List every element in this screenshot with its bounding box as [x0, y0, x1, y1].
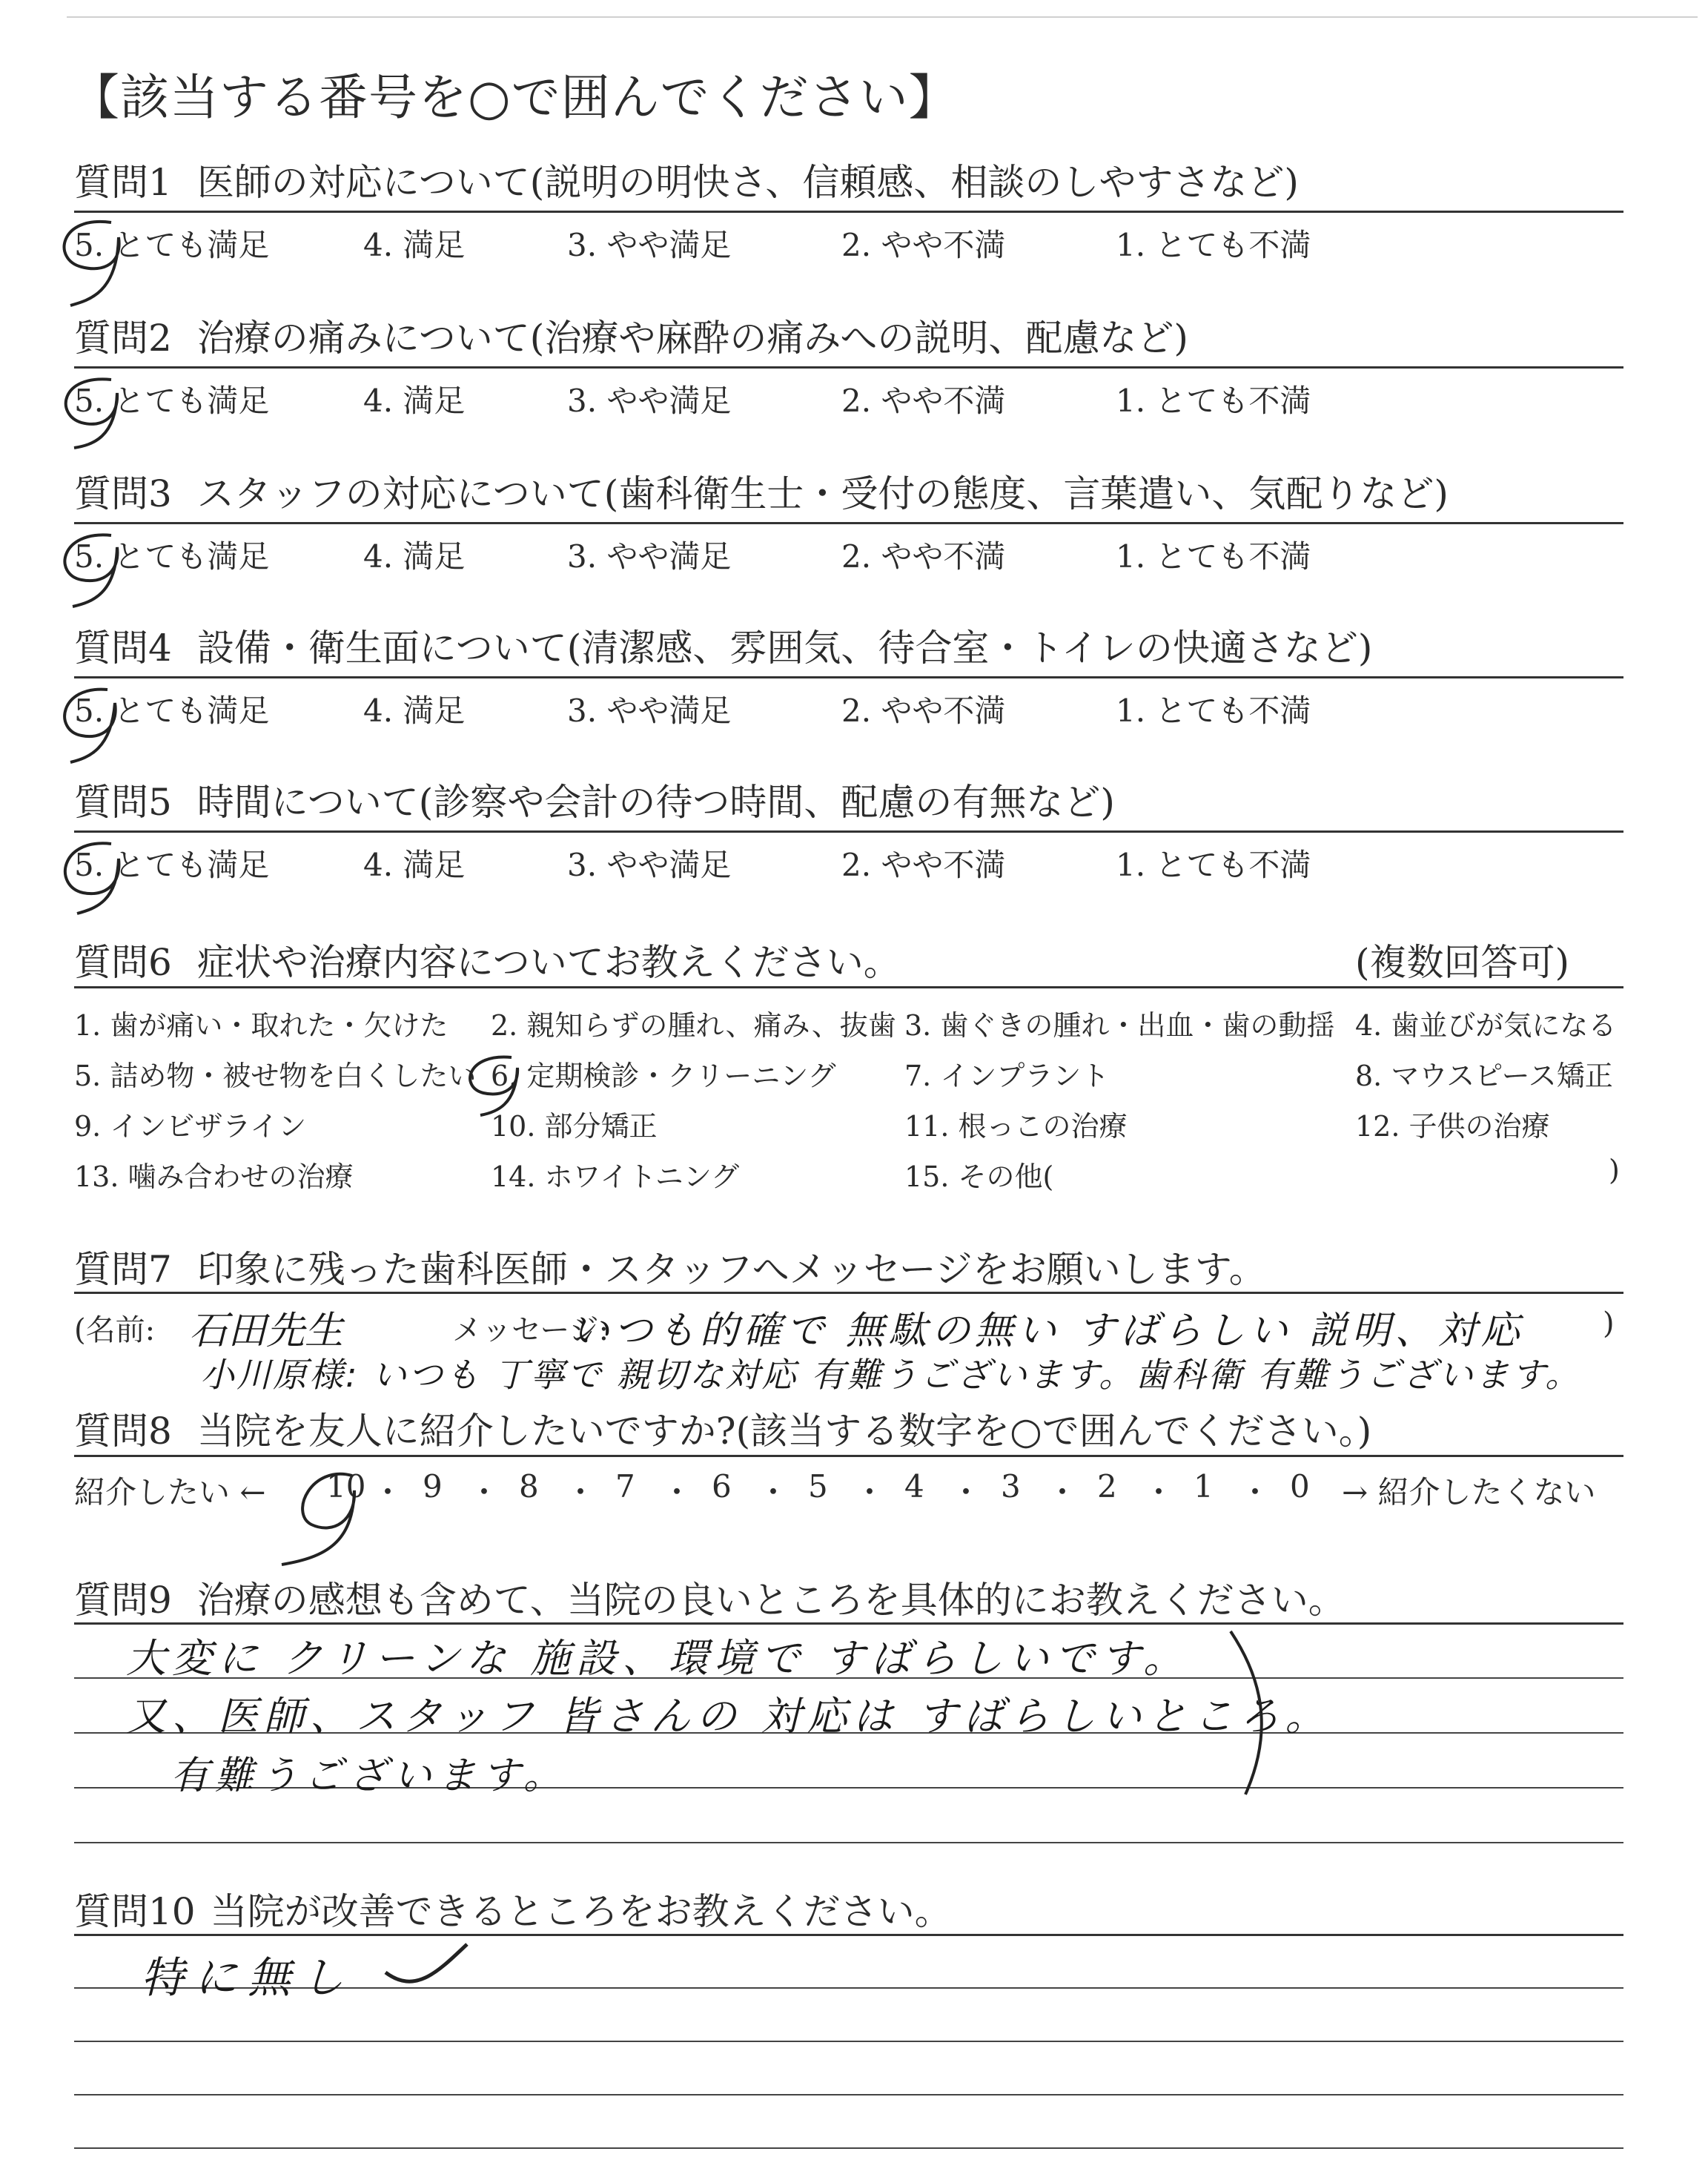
q10-text: 当院が改善できるところをお教えください。: [210, 1890, 952, 1933]
q6-option-14[interactable]: 14. ホワイトニング: [491, 1160, 740, 1193]
q10-line: [74, 2094, 1623, 2095]
q7-heading: [74, 1240, 1266, 1293]
q3-text: スタッフの対応について(歯科衛生士・受付の態度、言葉遣い、気配りなど): [196, 472, 1449, 515]
q6-option-9[interactable]: 9. インビザライン: [74, 1110, 307, 1143]
q1-option-3[interactable]: 3. やや満足: [567, 227, 732, 263]
q1-option-2[interactable]: 2. やや不満: [841, 227, 1006, 263]
q7-hand-line2: 小川原様: いつも 丁寧で 親切な対応 有難うございます。歯科衛 有難うございます。: [200, 1355, 1582, 1395]
q8-separator: ・: [469, 1474, 500, 1510]
q6-note: (複数回答可): [1355, 941, 1570, 984]
q4-option-1[interactable]: 1. とても不満: [1116, 693, 1311, 729]
q6-option-3[interactable]: 3. 歯ぐきの腫れ・出血・歯の動揺: [904, 1009, 1335, 1042]
q10-heading: [74, 1882, 952, 1935]
q8-label: 質問8: [74, 1410, 172, 1453]
q8-score-9[interactable]: 9: [423, 1468, 443, 1505]
q9-rule: [74, 1622, 1623, 1625]
q10-rule: [74, 1934, 1623, 1936]
q6-label: 質問6: [74, 941, 172, 984]
top-border: [67, 16, 1698, 18]
q8-separator: ・: [1143, 1474, 1175, 1510]
q3-option-3[interactable]: 3. やや満足: [567, 538, 732, 575]
q8-separator: ・: [758, 1474, 790, 1510]
q6-heading: [74, 933, 901, 986]
q6-option-12[interactable]: 12. 子供の治療: [1355, 1110, 1550, 1143]
q6-rule: [74, 986, 1623, 988]
q7-message-label: メッセージ:: [452, 1313, 609, 1347]
q6-option-13[interactable]: 13. 噛み合わせの治療: [74, 1160, 354, 1193]
q1-heading: [74, 153, 1299, 206]
q8-score-1[interactable]: 1: [1194, 1468, 1214, 1505]
q8-left-label: 紹介したい ←: [74, 1474, 266, 1510]
q8-score-8[interactable]: 8: [519, 1468, 539, 1505]
q3-heading: [74, 464, 1449, 518]
q2-option-3[interactable]: 3. やや満足: [567, 383, 732, 419]
q9-line: [74, 1842, 1623, 1843]
q1-option-4[interactable]: 4. 満足: [363, 227, 466, 263]
q8-score-7[interactable]: 7: [615, 1468, 635, 1505]
q6-option-6[interactable]: 6. 定期検診・クリーニング: [491, 1060, 836, 1092]
q6-option-15[interactable]: 15. その他(: [904, 1160, 1054, 1193]
q7-hand-name: 石田先生: [189, 1309, 344, 1353]
q4-option-5[interactable]: 5. とても満足: [74, 693, 270, 729]
q1-text: 医師の対応について(説明の明快さ、信頼感、相談のしやすさなど): [196, 161, 1299, 204]
q2-option-5[interactable]: 5. とても満足: [74, 383, 270, 419]
q8-separator: ・: [1047, 1474, 1079, 1510]
q2-label: 質問2: [74, 317, 172, 360]
q6-option-1[interactable]: 1. 歯が痛い・取れた・欠けた: [74, 1009, 448, 1042]
q1-label: 質問1: [74, 161, 172, 204]
q8-score-4[interactable]: 4: [904, 1468, 924, 1505]
q8-separator: ・: [950, 1474, 982, 1510]
q7-text: 印象に残った歯科医師・スタッフへメッセージをお願いします。: [196, 1248, 1266, 1291]
q3-option-4[interactable]: 4. 満足: [363, 538, 466, 575]
q10-label: 質問10: [74, 1890, 196, 1933]
q7-hand-message: いつも的確で 無駄の無い すばらしい 説明、対応: [571, 1309, 1524, 1353]
q6-option-5[interactable]: 5. 詰め物・被せ物を白くしたい: [74, 1060, 477, 1092]
q3-option-1[interactable]: 1. とても不満: [1116, 538, 1311, 575]
q6-option-8[interactable]: 8. マウスピース矯正: [1355, 1060, 1613, 1092]
q3-rule: [74, 522, 1623, 524]
q3-label: 質問3: [74, 472, 172, 515]
q8-score-5[interactable]: 5: [808, 1468, 828, 1505]
q10-line: [74, 2041, 1623, 2042]
q5-option-3[interactable]: 3. やや満足: [567, 847, 732, 883]
q8-score-3[interactable]: 3: [1001, 1468, 1021, 1505]
q8-score-2[interactable]: 2: [1097, 1468, 1117, 1505]
q3-option-2[interactable]: 2. やや不満: [841, 538, 1006, 575]
q6-option-4[interactable]: 4. 歯並びが気になる: [1355, 1009, 1617, 1042]
q7-name-label: (名前:: [74, 1313, 156, 1347]
q6-text: 症状や治療内容についてお教えください。: [196, 941, 901, 984]
q7-label: 質問7: [74, 1248, 172, 1291]
q7-close-paren: ): [1603, 1307, 1615, 1341]
q5-option-4[interactable]: 4. 満足: [363, 847, 466, 883]
q4-heading: [74, 618, 1372, 672]
q8-score-0[interactable]: 0: [1290, 1468, 1310, 1505]
q8-separator: ・: [565, 1474, 597, 1510]
q6-other-close-paren: ): [1609, 1154, 1620, 1186]
q5-rule: [74, 830, 1623, 833]
q8-right-label: → 紹介したくない: [1342, 1474, 1596, 1510]
q4-option-3[interactable]: 3. やや満足: [567, 693, 732, 729]
q5-heading: [74, 773, 1115, 826]
q8-rule: [74, 1455, 1623, 1457]
q6-option-11[interactable]: 11. 根っこの治療: [904, 1110, 1128, 1143]
q2-option-4[interactable]: 4. 満足: [363, 383, 466, 419]
q10-line: [74, 2147, 1623, 2149]
q8-separator: ・: [372, 1474, 404, 1510]
q5-text: 時間について(診察や会計の待つ時間、配慮の有無など): [196, 781, 1115, 824]
q10-check-mark: [385, 1944, 467, 1981]
q9-hand-line-1: 大変に クリーンな 施設、環境で すばらしいです。: [126, 1635, 1190, 1682]
q1-rule: [74, 211, 1623, 213]
q9-label: 質問9: [74, 1579, 172, 1622]
q2-option-2[interactable]: 2. やや不満: [841, 383, 1006, 419]
q8-score-6[interactable]: 6: [712, 1468, 732, 1505]
q8-separator: ・: [1239, 1474, 1271, 1510]
q7-rule: [74, 1292, 1623, 1294]
q8-separator: ・: [661, 1474, 693, 1510]
q6-option-10[interactable]: 10. 部分矯正: [491, 1110, 658, 1143]
q4-text: 設備・衛生面について(清潔感、雰囲気、待合室・トイレの快適さなど): [196, 627, 1373, 670]
q9-heading: [74, 1571, 1345, 1624]
q4-option-2[interactable]: 2. やや不満: [841, 693, 1006, 729]
q3-option-5[interactable]: 5. とても満足: [74, 538, 270, 575]
q1-option-1[interactable]: 1. とても不満: [1116, 227, 1311, 263]
q4-label: 質問4: [74, 627, 172, 670]
q5-option-5[interactable]: 5. とても満足: [74, 847, 270, 883]
q6-option-7[interactable]: 7. インプラント: [904, 1060, 1110, 1092]
q5-label: 質問5: [74, 781, 172, 824]
q2-text: 治療の痛みについて(治療や麻酔の痛みへの説明、配慮など): [196, 317, 1188, 360]
q2-rule: [74, 366, 1623, 369]
q4-rule: [74, 676, 1623, 678]
q9-text: 治療の感想も含めて、当院の良いところを具体的にお教えください。: [196, 1579, 1345, 1622]
q2-option-1[interactable]: 1. とても不満: [1116, 383, 1311, 419]
q9-hand-line-3: 有難うございます。: [171, 1754, 568, 1798]
q10-hand-line-1: 特に無し: [141, 1952, 355, 2003]
q6-option-2[interactable]: 2. 親知らずの腫れ、痛み、抜歯: [491, 1009, 896, 1042]
q8-heading: [74, 1401, 1371, 1455]
q8-score-10[interactable]: 10: [326, 1468, 366, 1505]
q9-hand-line-2: 又、医師、スタッフ 皆さんの 対応は すばらしいところ。: [126, 1693, 1331, 1740]
q4-option-4[interactable]: 4. 満足: [363, 693, 466, 729]
q8-text: 当院を友人に紹介したいですか?(該当する数字を○で囲んでください。): [196, 1410, 1372, 1453]
q1-option-5[interactable]: 5. とても満足: [74, 227, 270, 263]
q5-option-1[interactable]: 1. とても不満: [1116, 847, 1311, 883]
q8-separator: ・: [854, 1474, 886, 1510]
q2-heading: [74, 308, 1188, 362]
page-title: 【該当する番号を○で囲んでください】: [70, 69, 959, 126]
q5-option-2[interactable]: 2. やや不満: [841, 847, 1006, 883]
